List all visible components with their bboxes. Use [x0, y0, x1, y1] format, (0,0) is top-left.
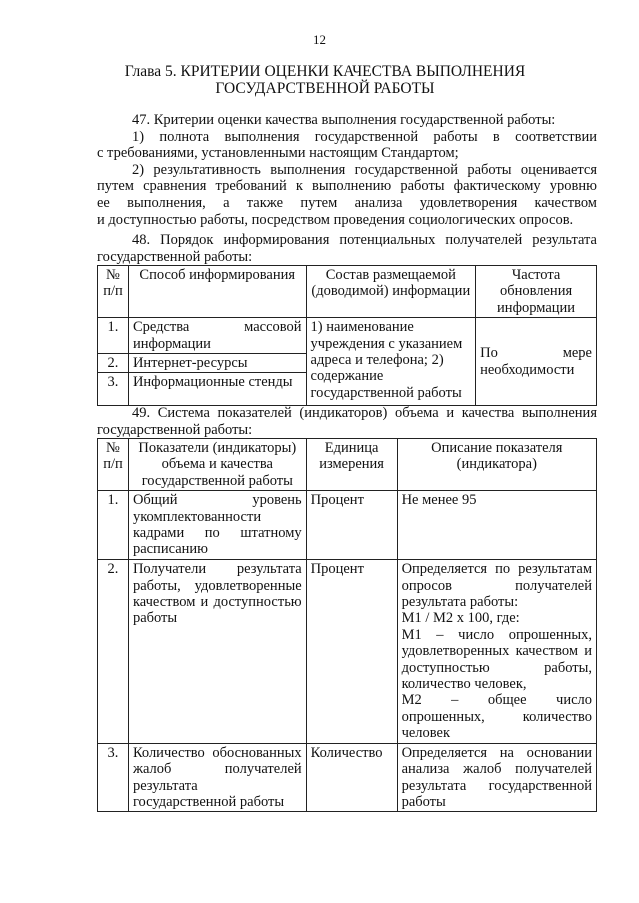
- row-number: 3.: [98, 373, 129, 406]
- p48-line1: 48. Порядок информирования потенциальных получателей результата: [132, 232, 597, 248]
- row-indicator: Количество обоснованных жалоб получателей результата государственной работы: [128, 743, 306, 812]
- paragraph-47: [97, 112, 597, 228]
- page-number: 12: [313, 32, 326, 47]
- table-row: [98, 743, 597, 812]
- header-description: Описание показателя (индикатора): [397, 439, 596, 491]
- p48-line2: государственной работы:: [97, 248, 253, 265]
- row-description: Не менее 95: [397, 491, 596, 560]
- row-unit: Процент: [306, 560, 397, 743]
- row-number: 3.: [98, 743, 129, 812]
- chapter-title: [100, 63, 550, 97]
- paragraph-49: [97, 405, 597, 438]
- p47-item2-line2: путем сравнения требований к выполнению работы фактическому уровню: [97, 178, 597, 195]
- row-description: [397, 560, 596, 743]
- paragraph-48: [97, 232, 597, 265]
- row-unit: Количество: [306, 743, 397, 812]
- description-line: M2 – общее число опрошенных, количество человек: [401, 692, 592, 742]
- row-unit: Процент: [306, 491, 397, 560]
- header-content: Состав размещаемой (доводимой) информации: [306, 266, 476, 318]
- row-number: 2.: [98, 354, 129, 373]
- p47-item2-line1: 2) результативность выполнения государственной работы оценивается: [132, 161, 597, 178]
- row-indicator: Общий уровень укомплектованности кадрами по штатному расписанию: [128, 491, 306, 560]
- header-frequency: Частота обновления информации: [476, 266, 597, 318]
- description-formula: M1 / M2 x 100, где:: [401, 610, 520, 627]
- row-number: 1.: [98, 318, 129, 354]
- table-row: [98, 318, 597, 354]
- p47-item2-line3: ее выполнения, а также путем анализа удовлетворения качеством: [97, 194, 597, 211]
- p47-item1-line2: с требованиями, установленными настоящим Стандартом;: [97, 145, 459, 162]
- table-row: [98, 491, 597, 560]
- header-number: № п/п: [98, 439, 129, 491]
- row-number: 1.: [98, 491, 129, 560]
- row-description: Определяется на основании анализа жалоб получателей результата государственной работы: [397, 743, 596, 812]
- table-header-row: [98, 439, 597, 491]
- row-method: Интернет-ресурсы: [128, 354, 306, 373]
- header-method: Способ информирования: [128, 266, 306, 318]
- header-number: № п/п: [98, 266, 129, 318]
- row-method: Средства массовой информации: [128, 318, 306, 354]
- header-unit: Единица измерения: [306, 439, 397, 491]
- chapter-title-line2: ГОСУДАРСТВЕННОЙ РАБОТЫ: [215, 80, 435, 97]
- p47-item1-line1: 1) полнота выполнения государственной работы в соответствии: [132, 128, 597, 145]
- header-indicator: Показатели (индикаторы) объема и качества государственной работы: [128, 439, 306, 491]
- table-header-row: [98, 266, 597, 318]
- p47-item2-line4: и доступностью работы, посредством проведения социологических опросов.: [97, 211, 574, 228]
- description-line: M1 – число опрошенных, удовлетворенных качеством и доступностью работы, количество человек,: [401, 626, 592, 693]
- p49-line2: государственной работы:: [97, 421, 253, 438]
- frequency-cell: По мере необходимости: [476, 318, 597, 406]
- row-indicator: Получатели результата работы, удовлетворенные качеством и доступностью работы: [128, 560, 306, 743]
- p47-intro: 47. Критерии оценки качества выполнения государственной работы:: [132, 112, 556, 128]
- description-line: Определяется по результатам опросов получателей результата работы:: [401, 561, 592, 611]
- table-row: [98, 560, 597, 743]
- content-cell: 1) наименование учреждения с указанием адреса и телефона; 2) содержание государственной работы: [306, 318, 476, 406]
- indicators-table: [97, 438, 597, 812]
- row-method: Информационные стенды: [128, 373, 306, 406]
- information-table: [97, 265, 597, 406]
- p49-line1: 49. Система показателей (индикаторов) объема и качества выполнения: [132, 405, 597, 421]
- row-number: 2.: [98, 560, 129, 743]
- chapter-title-line1: Глава 5. КРИТЕРИИ ОЦЕНКИ КАЧЕСТВА ВЫПОЛНЕНИЯ: [124, 63, 526, 80]
